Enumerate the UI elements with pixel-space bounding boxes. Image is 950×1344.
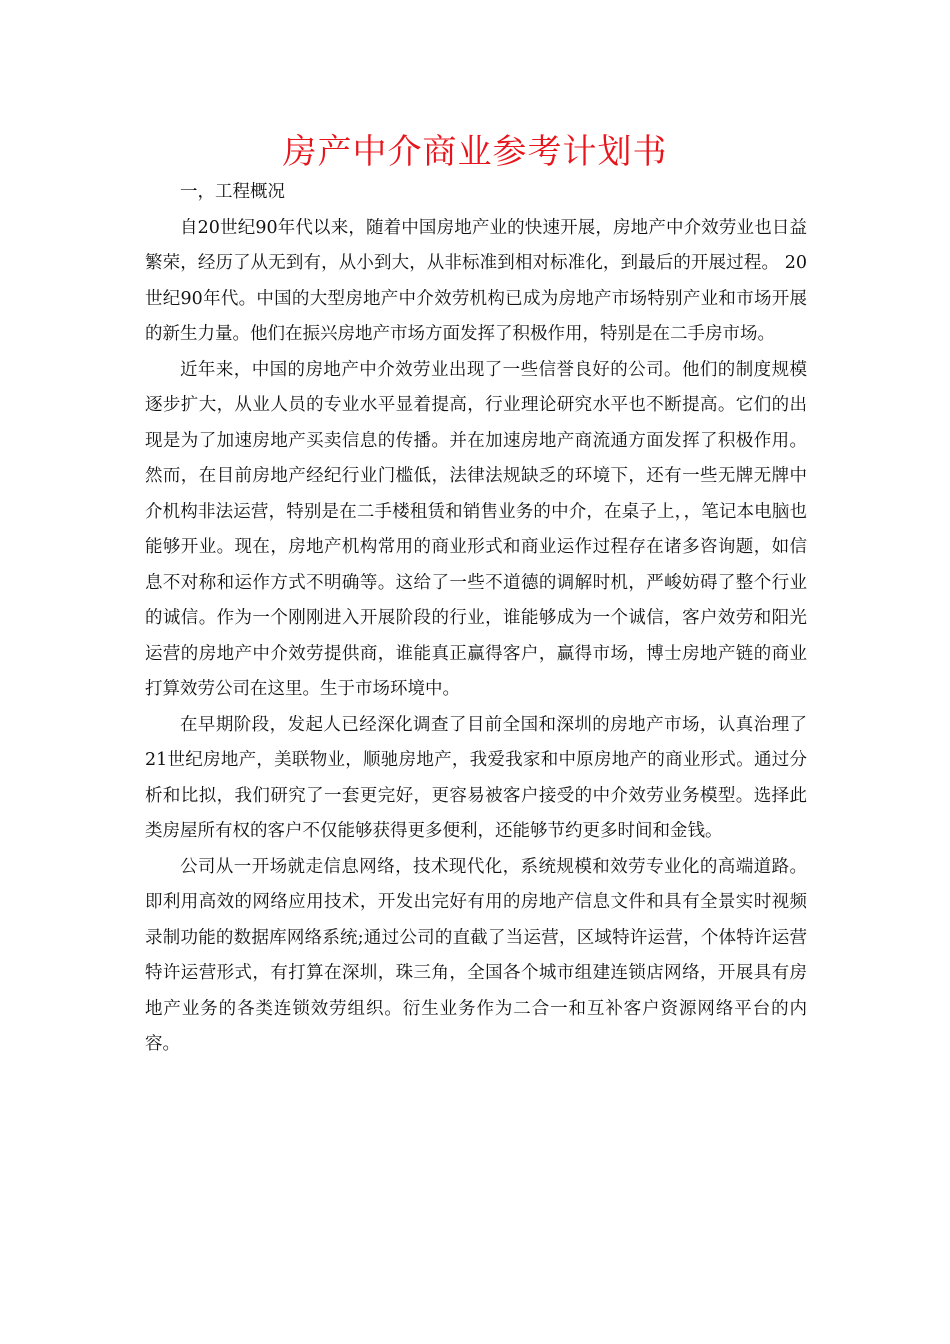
paragraph-3: 在早期阶段，发起人已经深化调查了目前全国和深圳的房地产市场，认真治理了21世纪房地产，美联物业，顺驰房地产，我爱我家和中原房地产的商业形式。通过分析和比拟，我们研究了一套更完好，更容易被客户接受的中介效劳业务模型。选择此类房屋所有权的客户不仅能够获得更多便利，还能够节约更多时间和金钱。 bbox=[145, 714, 807, 841]
paragraph-1: 自20世纪90年代以来，随着中国房地产业的快速开展，房地产中介效劳业也日益繁荣，经历了从无到有，从小到大，从非标准到相对标准化，到最后的开展过程。 20世纪90年代。中国的大型房地产中介效劳机构已成为房地产市场特别产业和市场开展的新生力量。他们在振兴房地产市场方面发挥了积极作用，特别是在二手房市场。 bbox=[145, 217, 807, 344]
section-heading: 一，工程概况 bbox=[180, 182, 285, 202]
paragraph-2: 近年来，中国的房地产中介效劳业出现了一些信誉良好的公司。他们的制度规模逐步扩大，从业人员的专业水平显着提高，行业理论研究水平也不断提高。它们的出现是为了加速房地产买卖信息的传播。并在加速房地产商流通方面发挥了积极作用。然而，在目前房地产经纪行业门槛低，法律法规缺乏的环境下，还有一些无牌无牌中介机构非法运营，特别是在二手楼租赁和销售业务的中介，在桌子上，，笔记本电脑也能够开业。现在，房地产机构常用的商业形式和商业运作过程存在诸多咨询题，如信息不对称和运作方式不明确等。这给了一些不道德的调解时机，严峻妨碍了整个行业的诚信。作为一个刚刚进入开展阶段的行业，谁能够成为一个诚信，客户效劳和阳光运营的房地产中介效劳提供商，谁能真正赢得客户，赢得市场，博士房地产链的商业打算效劳公司在这里。生于市场环境中。 bbox=[145, 359, 807, 699]
document-title: 房产中介商业参考计划书 bbox=[282, 132, 668, 172]
document-body bbox=[145, 175, 807, 1063]
paragraph-4: 公司从一开场就走信息网络，技术现代化，系统规模和效劳专业化的高端道路。即利用高效的网络应用技术，开发出完好有用的房地产信息文件和具有全景实时视频录制功能的数据库网络系统;通过公司的直截了当运营，区域特许运营，个体特许运营特许运营形式，有打算在深圳，珠三角，全国各个城市组建连锁店网络，开展具有房地产业务的各类连锁效劳组织。衍生业务作为二合一和互补客户资源网络平台的内容。 bbox=[145, 856, 807, 1054]
